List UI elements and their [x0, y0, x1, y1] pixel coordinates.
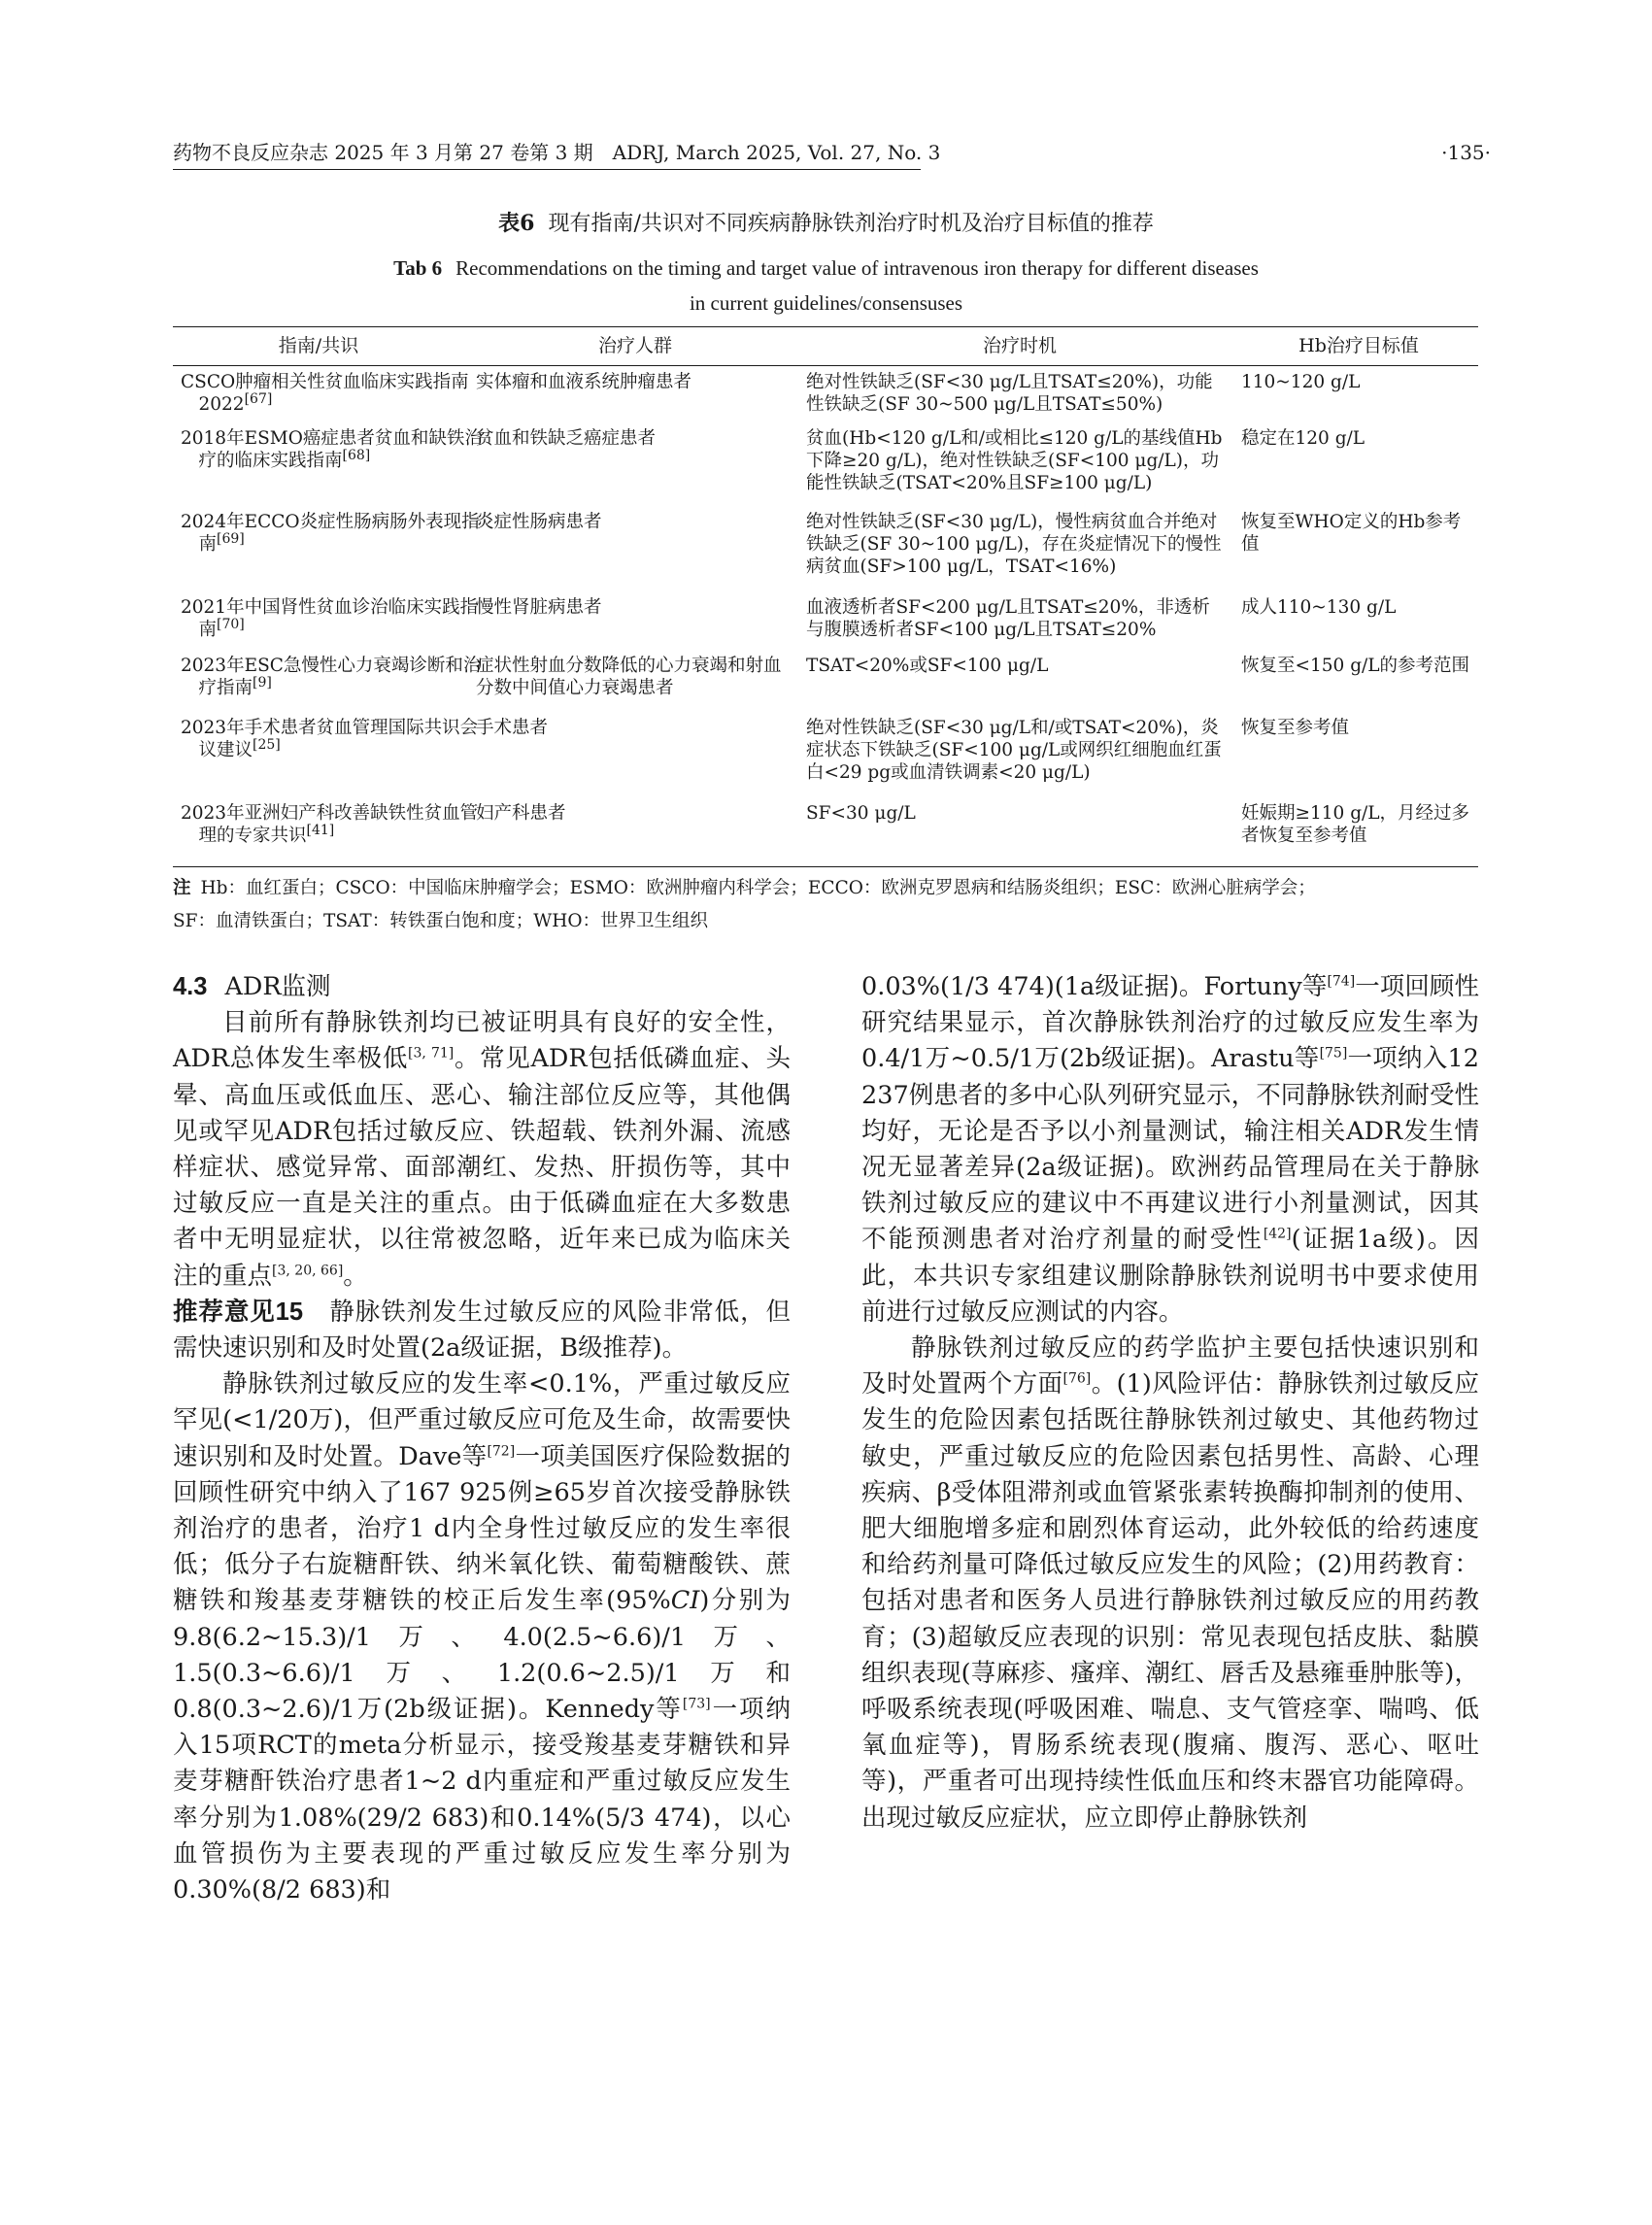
row-7-population: 妇产科患者: [476, 803, 566, 824]
row-7-timing: SF<30 μg/L: [806, 803, 916, 824]
row-5-guideline: 2023年ESC急慢性心力衰竭诊断和治疗指南[9]: [181, 656, 482, 698]
table-caption-en: [0, 251, 1652, 320]
row-1-target: 110~120 g/L: [1241, 372, 1361, 392]
row-2-target: 稳定在120 g/L: [1241, 428, 1365, 449]
row-6-guideline: 2023年手术患者贫血管理国际共识会议建议[25]: [181, 718, 479, 760]
journal-citation: 药物不良反应杂志 2025 年 3 月第 27 卷第 3 期 ADRJ, March 2025, Vol. 27, No. 3: [173, 141, 941, 164]
row-5-population: 症状性射血分数降低的心力衰竭和射血分数中间值心力衰竭患者: [476, 656, 782, 698]
table-title-en-line2: in current guidelines/consensuses: [689, 291, 963, 315]
left-paragraph-2: 静脉铁剂过敏反应的发生率<0.1%，严重过敏反应罕见(<1/20万)，但严重过敏反应可危及生命，故需要快速识别和及时处置。Dave等[72]一项美国医疗保险数据的回顾性研究中纳入了167 925例≥65岁首次接受静脉铁剂治疗的患者，治疗1 d内全身性过敏反应的发生率很低；低分子右旋糖酐铁、纳米氧化铁、葡萄糖酸铁、蔗糖铁和羧基麦芽糖铁的校正后发生率(95%CI)分别为9.8(6.2~15.3)/1万、4.0(2.5~6.6)/1万、1.5(0.3~6.6)/1万、1.2(0.6~2.5)/1万和0.8(0.3~2.6)/1万(2b级证据)。Kennedy等[73]一项纳入15项RCT的meta分析显示，接受羧基麦芽糖铁和异麦芽糖酐铁治疗患者1~2 d内重症和严重过敏反应发生率分别为1.08%(29/2 683)和0.14%(5/3 474)，以心血管损伤为主要表现的严重过敏反应发生率分别为0.30%(8/2 683)和: [173, 1369, 791, 1905]
table-bottom-rule: [173, 866, 1478, 867]
row-7-guideline: 2023年亚洲妇产科改善缺铁性贫血管理的专家共识[41]: [181, 803, 479, 846]
page-number: ·135·: [1441, 141, 1491, 164]
body-right-column: [861, 969, 1479, 1837]
row-4-target: 成人110~130 g/L: [1241, 597, 1397, 618]
right-paragraph-1: 0.03%(1/3 474)(1a级证据)。Fortuny等[74]一项回顾性研究结果显示，首次静脉铁剂治疗的过敏反应发生率为0.4/1万~0.5/1万(2b级证据)。Arastu等[75]一项纳入12 237例患者的多中心队列研究显示，不同静脉铁剂耐受性均好，无论是否予以小剂量测试，输注相关ADR发生情况无显著差异(2a级证据)。欧洲药品管理局在关于静脉铁剂过敏反应的建议中不再建议进行小剂量测试，因其不能预测患者对治疗剂量的耐受性[42](证据1a级)。因此，本共识专家组建议删除静脉铁剂说明书中要求使用前进行过敏反应测试的内容。: [861, 972, 1479, 1327]
row-7-target: 妊娠期≥110 g/L，月经过多者恢复至参考值: [1241, 803, 1470, 846]
row-3-target: 恢复至WHO定义的Hb参考值: [1241, 512, 1462, 555]
table-header-rule: [173, 365, 1478, 366]
note-line-2: SF：血清铁蛋白；TSAT：转铁蛋白饱和度；WHO：世界卫生组织: [173, 911, 709, 931]
header-target: Hb治疗目标值: [1298, 335, 1419, 356]
row-2-timing: 贫血(Hb<120 g/L和/或相比≤120 g/L的基线值Hb下降≥20 g/L)，绝对性铁缺乏(SF<100 μg/L)，功能性铁缺乏(TSAT<20%且SF≥100 μg/L): [806, 428, 1223, 493]
row-5-target: 恢复至<150 g/L的参考范围: [1241, 656, 1470, 676]
row-3-population: 炎症性肠病患者: [476, 512, 602, 532]
row-2-guideline: 2018年ESMO癌症患者贫血和缺铁治疗的临床实践指南[68]: [181, 428, 483, 471]
table-label-en: Tab 6: [393, 256, 443, 280]
recommendation-15: 推荐意见15 静脉铁剂发生过敏反应的风险非常低，但需快速识别和及时处置(2a级证据，B级推荐)。: [173, 1297, 791, 1364]
row-4-timing: 血液透析者SF<200 μg/L且TSAT≤20%，非透析与腹膜透析者SF<100 μg/L且TSAT≤20%: [806, 597, 1210, 640]
row-4-guideline: 2021年中国肾性贫血诊治临床实践指南[70]: [181, 597, 479, 640]
row-6-target: 恢复至参考值: [1241, 718, 1350, 738]
recommendation-table: [173, 326, 1478, 870]
table-title-zh: 现有指南/共识对不同疾病静脉铁剂治疗时机及治疗目标值的推荐: [548, 212, 1154, 236]
section-heading: 4.3 ADR监测: [173, 972, 331, 1001]
row-3-timing: 绝对性铁缺乏(SF<30 μg/L)，慢性病贫血合并绝对铁缺乏(SF 30~100 μg/L)，存在炎症情况下的慢性病贫血(SF>100 μg/L，TSAT<16%): [806, 512, 1222, 577]
row-3-guideline: 2024年ECCO炎症性肠病肠外表现指南[69]: [181, 512, 480, 555]
header-rule: [173, 169, 921, 170]
header-timing: 治疗时机: [982, 335, 1057, 356]
row-1-guideline: CSCO肿瘤相关性贫血临床实践指南2022[67]: [181, 372, 469, 415]
row-6-population: 手术患者: [476, 718, 549, 738]
table-title-en-line1: Recommendations on the timing and target value of intravenous iron therapy for different diseases: [455, 256, 1259, 280]
table-note: [173, 872, 1478, 938]
body-left-column: [173, 969, 791, 1908]
row-2-population: 贫血和铁缺乏癌症患者: [476, 428, 657, 449]
running-header: [173, 139, 1491, 172]
row-4-population: 慢性肾脏病患者: [476, 597, 602, 618]
note-label: 注: [173, 878, 191, 898]
table-label-zh: 表6: [498, 211, 535, 236]
header-population: 治疗人群: [597, 335, 672, 356]
row-5-timing: TSAT<20%或SF<100 μg/L: [806, 656, 1049, 676]
header-guideline: 指南/共识: [278, 335, 359, 356]
row-1-population: 实体瘤和血液系统肿瘤患者: [476, 372, 692, 392]
row-1-timing: 绝对性铁缺乏(SF<30 μg/L且TSAT≤20%)，功能性铁缺乏(SF 30~500 μg/L且TSAT≤50%): [806, 372, 1213, 415]
table-caption-zh: [0, 208, 1652, 240]
row-6-timing: 绝对性铁缺乏(SF<30 μg/L和/或TSAT<20%)，炎症状态下铁缺乏(SF<100 μg/L或网织红细胞血红蛋白<29 pg或血清铁调素<20 μg/L): [806, 718, 1222, 783]
right-paragraph-2: 静脉铁剂过敏反应的药学监护主要包括快速识别和及时处置两个方面[76]。(1)风险评估：静脉铁剂过敏反应发生的危险因素包括既往静脉铁剂过敏史、其他药物过敏史，严重过敏反应的危险因素包括男性、高龄、心理疾病、β受体阻滞剂或血管紧张素转换酶抑制剂的使用、肥大细胞增多症和剧烈体育运动，此外较低的给药速度和给药剂量可降低过敏反应发生的风险；(2)用药教育：包括对患者和医务人员进行静脉铁剂过敏反应的用药教育；(3)超敏反应表现的识别：常见表现包括皮肤、黏膜组织表现(荨麻疹、瘙痒、潮红、唇舌及悬雍垂肿胀等)，呼吸系统表现(呼吸困难、喘息、支气管痉挛、喘鸣、低氧血症等)，胃肠系统表现(腹痛、腹泻、恶心、呕吐等)，严重者可出现持续性低血压和终末器官功能障碍。出现过敏反应症状，应立即停止静脉铁剂: [861, 1333, 1479, 1833]
left-paragraph-1: 目前所有静脉铁剂均已被证明具有良好的安全性，ADR总体发生率极低[3, 71]。常见ADR包括低磷血症、头晕、高血压或低血压、恶心、输注部位反应等，其他偶见或罕见ADR包括过敏反应、铁超载、铁剂外漏、流感样症状、感觉异常、面部潮红、发热、肝损伤等，其中过敏反应一直是关注的重点。由于低磷血症在大多数患者中无明显症状，以往常被忽略，近年来已成为临床关注的重点[3, 20, 66]。: [173, 1008, 792, 1291]
note-line-1: Hb：血红蛋白；CSCO：中国临床肿瘤学会；ESMO：欧洲肿瘤内科学会；ECCO：欧洲克罗恩病和结肠炎组织；ESC：欧洲心脏病学会；: [200, 878, 1316, 898]
